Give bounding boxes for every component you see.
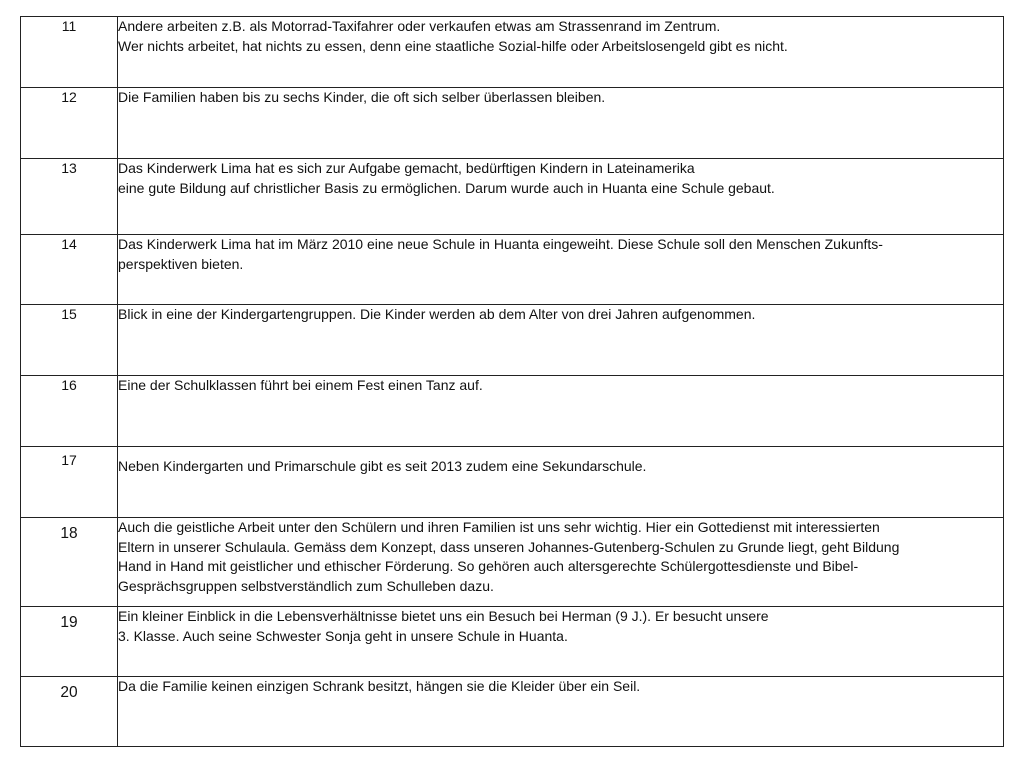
text-line: Da die Familie keinen einzigen Schrank besitzt, hängen sie die Kleider über ein Seil.: [118, 678, 641, 694]
row-text: [118, 607, 1004, 677]
table-row: [21, 677, 1004, 747]
slide-notes-table: [20, 16, 1004, 747]
row-number: 13: [21, 159, 118, 235]
text-line: Wer nichts arbeitet, hat nichts zu essen, denn eine staatliche Sozial-hilfe oder Arbeitslosengeld gibt es nicht.: [118, 37, 788, 54]
row-number: 14: [21, 235, 118, 305]
row-text: [118, 159, 1004, 235]
row-number: 18: [21, 518, 118, 607]
row-number: 17: [21, 447, 118, 518]
text-line: eine gute Bildung auf christlicher Basis zu ermöglichen. Darum wurde auch in Huanta eine Schule gebaut.: [118, 179, 775, 196]
table-row: [21, 235, 1004, 305]
text-line: Das Kinderwerk Lima hat im März 2010 eine neue Schule in Huanta eingeweiht. Diese Schule soll den Menschen Zukunfts-: [118, 236, 883, 252]
row-text: [118, 88, 1004, 159]
text-line: Blick in eine der Kindergartengruppen. Die Kinder werden ab dem Alter von drei Jahren aufgenommen.: [118, 306, 756, 322]
row-text: [118, 235, 1004, 305]
text-line: Hand in Hand mit geistlicher und ethischer Förderung. So gehören auch altersgerechte Schülergottesdienste und Bibel-: [118, 558, 859, 574]
row-number: 11: [21, 17, 118, 88]
row-number: 19: [21, 607, 118, 677]
row-text: [118, 17, 1004, 88]
text-line: Eine der Schulklassen führt bei einem Fest einen Tanz auf.: [118, 377, 483, 393]
text-line: Eltern in unserer Schulaula. Gemäss dem Konzept, dass unseren Johannes-Gutenberg-Schulen zu Grunde liegt, geht Bildung: [118, 538, 900, 555]
row-number: 16: [21, 376, 118, 447]
row-number: 20: [21, 677, 118, 747]
row-text: [118, 518, 1004, 607]
text-line: 3. Klasse. Auch seine Schwester Sonja geht in unsere Schule in Huanta.: [118, 627, 568, 644]
row-number: 15: [21, 305, 118, 376]
text-line: Auch die geistliche Arbeit unter den Schülern und ihren Familien ist uns sehr wichtig. Hier ein Gottedienst mit interessierten: [118, 519, 880, 535]
row-text: [118, 447, 1004, 518]
table-row: [21, 447, 1004, 518]
text-line: Ein kleiner Einblick in die Lebensverhältnisse bietet uns ein Besuch bei Herman (9 J.). Er besucht unsere: [118, 608, 769, 624]
row-text: [118, 376, 1004, 447]
text-line: Andere arbeiten z.B. als Motorrad-Taxifahrer oder verkaufen etwas am Strassenrand im Zentrum.: [118, 18, 721, 34]
table-row: [21, 518, 1004, 607]
row-text: [118, 677, 1004, 747]
row-number: 12: [21, 88, 118, 159]
text-line: Neben Kindergarten und Primarschule gibt es seit 2013 zudem eine Sekundarschule.: [118, 458, 647, 474]
table-row: [21, 376, 1004, 447]
table-row: [21, 305, 1004, 376]
text-line: Die Familien haben bis zu sechs Kinder, die oft sich selber überlassen bleiben.: [118, 89, 606, 105]
table-row: [21, 88, 1004, 159]
table-row: [21, 17, 1004, 88]
text-line: Das Kinderwerk Lima hat es sich zur Aufgabe gemacht, bedürftigen Kindern in Lateinamerika: [118, 160, 695, 176]
text-line: perspektiven bieten.: [118, 255, 244, 272]
row-text: [118, 305, 1004, 376]
table-row: [21, 159, 1004, 235]
table-row: [21, 607, 1004, 677]
text-line: Gesprächsgruppen selbstverständlich zum Schulleben dazu.: [118, 577, 494, 594]
